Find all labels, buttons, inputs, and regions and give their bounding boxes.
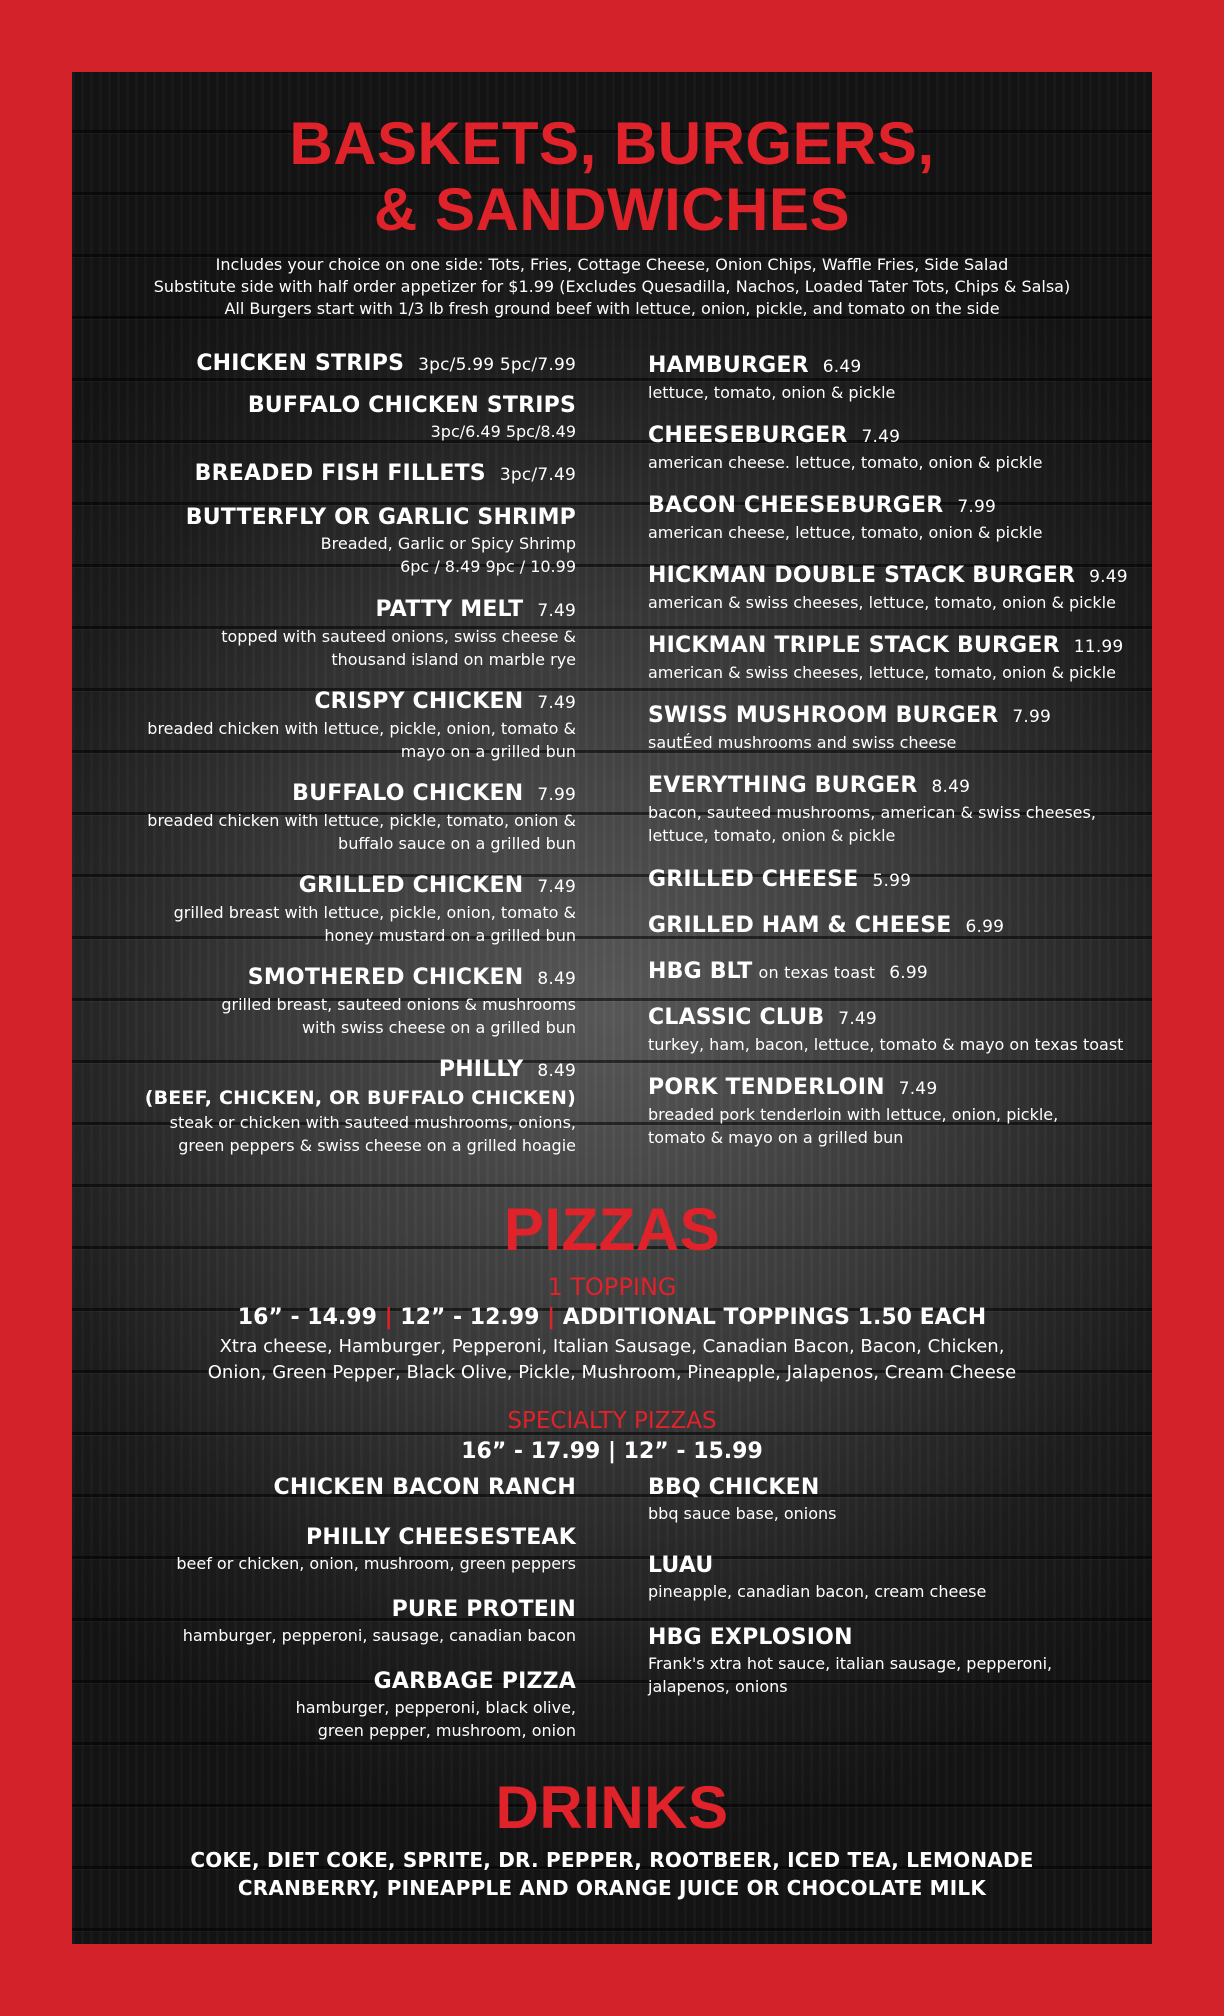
item-price: 8.49 bbox=[537, 1061, 576, 1081]
baskets-title-line2: & SANDWICHES bbox=[373, 176, 850, 243]
pizza-desc: hamburger, pepperoni, sausage, canadian bacon bbox=[182, 1626, 576, 1645]
baskets-intro-line2: Substitute side with half order appetizer for $1.99 (Excludes Quesadilla, Nachos, Loaded Tater Tots, Chips & Salsa) bbox=[153, 277, 1071, 296]
pizza-desc: jalapenos, onions bbox=[648, 1677, 788, 1696]
item-price: 11.99 bbox=[1073, 637, 1124, 657]
item-name: GRILLED CHICKEN bbox=[298, 873, 524, 898]
specialty-left-column bbox=[132, 1474, 576, 1754]
item-price: 6.99 bbox=[889, 963, 928, 983]
item-desc: tomato & mayo on a grilled bun bbox=[648, 1128, 904, 1147]
item-name: SWISS MUSHROOM BURGER bbox=[648, 703, 999, 728]
pizza-desc: beef or chicken, onion, mushroom, green peppers bbox=[176, 1554, 576, 1573]
item-price: 7.49 bbox=[537, 877, 576, 897]
item-name: GRILLED CHEESE bbox=[648, 867, 859, 892]
item-price: 7.49 bbox=[537, 693, 576, 713]
additional-toppings: ADDITIONAL TOPPINGS 1.50 EACH bbox=[562, 1305, 987, 1330]
item-desc: turkey, ham, bacon, lettuce, tomato & mayo on texas toast bbox=[648, 1035, 1124, 1054]
item-name: PATTY MELT bbox=[375, 597, 524, 622]
item-price: 7.49 bbox=[537, 601, 576, 621]
menu-item bbox=[648, 772, 1128, 847]
pizza-name: PHILLY CHEESESTEAK bbox=[306, 1525, 576, 1550]
item-price: 8.49 bbox=[537, 969, 576, 989]
item-desc: 3pc/6.49 5pc/8.49 bbox=[430, 422, 576, 441]
menu-item bbox=[132, 504, 576, 578]
item-name: CHICKEN STRIPS bbox=[196, 351, 405, 376]
item-desc: breaded chicken with lettuce, pickle, tomato, onion & bbox=[147, 811, 576, 830]
menu-item bbox=[648, 562, 1128, 614]
item-desc: buffalo sauce on a grilled bun bbox=[338, 834, 576, 853]
baskets-intro-line3: All Burgers start with 1/3 lb fresh ground beef with lettuce, onion, pickle, and tomato on the side bbox=[224, 299, 1000, 318]
item-name: BACON CHEESEBURGER bbox=[648, 493, 944, 518]
item-desc: breaded pork tenderloin with lettuce, onion, pickle, bbox=[648, 1105, 1059, 1124]
item-name: PORK TENDERLOIN bbox=[648, 1075, 885, 1100]
item-name: HICKMAN DOUBLE STACK BURGER bbox=[648, 563, 1076, 588]
item-name: SMOTHERED CHICKEN bbox=[247, 965, 524, 990]
item-name: BREADED FISH FILLETS bbox=[194, 461, 486, 486]
toppings-line1: Xtra cheese, Hamburger, Pepperoni, Italian Sausage, Canadian Bacon, Bacon, Chicken, bbox=[219, 1336, 1005, 1357]
item-price: 8.49 bbox=[931, 777, 971, 797]
pizza-item bbox=[132, 1524, 576, 1575]
item-desc: 6pc / 8.49 9pc / 10.99 bbox=[400, 557, 576, 576]
menu-item bbox=[132, 350, 576, 379]
pizza-desc: green pepper, mushroom, onion bbox=[317, 1721, 576, 1740]
item-desc: topped with sauteed onions, swiss cheese & bbox=[221, 627, 576, 646]
item-desc: with swiss cheese on a grilled bun bbox=[301, 1018, 576, 1037]
menu-item bbox=[132, 780, 576, 855]
pizza-item bbox=[648, 1552, 1128, 1603]
item-desc: sautÉed mushrooms and swiss cheese bbox=[648, 733, 957, 752]
menu-item bbox=[132, 460, 576, 489]
item-name: BUFFALO CHICKEN STRIPS bbox=[247, 393, 576, 418]
menu-item bbox=[648, 702, 1128, 754]
drinks-line1: COKE, DIET COKE, SPRITE, DR. PEPPER, ROOTBEER, ICED TEA, LEMONADE bbox=[190, 1848, 1034, 1872]
baskets-right-column bbox=[648, 352, 1128, 1152]
menu-item bbox=[132, 392, 576, 443]
pizza-price-12: 12” - 12.99 bbox=[400, 1305, 540, 1330]
item-desc: honey mustard on a grilled bun bbox=[324, 926, 576, 945]
menu-item bbox=[648, 492, 1128, 544]
item-desc: american cheese. lettuce, tomato, onion & pickle bbox=[648, 453, 1043, 472]
baskets-intro-line1: Includes your choice on one side: Tots, Fries, Cottage Cheese, Onion Chips, Waffle Fries, Side Salad bbox=[215, 255, 1009, 274]
item-subname: (BEEF, CHICKEN, OR BUFFALO CHICKEN) bbox=[144, 1087, 576, 1109]
pizza-desc: pineapple, canadian bacon, cream cheese bbox=[648, 1582, 987, 1601]
menu-item bbox=[648, 866, 1128, 895]
pizzas-title: PIZZAS bbox=[503, 1196, 721, 1263]
pizza-name: GARBAGE PIZZA bbox=[373, 1669, 576, 1694]
baskets-left-column bbox=[132, 350, 576, 1180]
pizza-price-16: 16” - 14.99 bbox=[237, 1305, 377, 1330]
item-desc: breaded chicken with lettuce, pickle, onion, tomato & bbox=[147, 719, 576, 738]
menu-item bbox=[648, 632, 1128, 684]
item-price: 7.99 bbox=[1012, 707, 1052, 727]
item-price: 7.99 bbox=[537, 785, 576, 805]
item-name: HBG BLT bbox=[648, 959, 753, 984]
item-name: CHEESEBURGER bbox=[648, 423, 848, 448]
item-price: 9.49 bbox=[1089, 567, 1128, 587]
item-desc: lettuce, tomato, onion & pickle bbox=[648, 826, 896, 845]
menu-item bbox=[648, 352, 1128, 404]
item-desc: grilled breast, sauteed onions & mushrooms bbox=[221, 995, 576, 1014]
item-name: GRILLED HAM & CHEESE bbox=[648, 913, 952, 938]
pizza-desc: hamburger, pepperoni, black olive, bbox=[295, 1698, 576, 1717]
specialty-pizzas-label: SPECIALTY PIZZAS bbox=[507, 1408, 717, 1434]
item-desc: lettuce, tomato, onion & pickle bbox=[648, 383, 896, 402]
one-topping-label: 1 TOPPING bbox=[547, 1273, 677, 1301]
specialty-prices: 16” - 17.99 | 12” - 15.99 bbox=[461, 1439, 763, 1464]
drinks-line2: CRANBERRY, PINEAPPLE AND ORANGE JUICE OR CHOCOLATE MILK bbox=[237, 1876, 987, 1900]
item-price: 5.99 bbox=[872, 871, 912, 891]
price-separator: | bbox=[384, 1305, 393, 1330]
pizza-prices bbox=[72, 1304, 1152, 1332]
item-desc: grilled breast with lettuce, pickle, onion, tomato & bbox=[173, 903, 576, 922]
item-desc: thousand island on marble rye bbox=[331, 650, 576, 669]
item-name: CRISPY CHICKEN bbox=[314, 689, 524, 714]
baskets-title-line1: BASKETS, BURGERS, bbox=[289, 110, 935, 177]
menu-item bbox=[648, 422, 1128, 474]
pizza-name: CHICKEN BACON RANCH bbox=[273, 1475, 576, 1500]
item-price: 6.99 bbox=[965, 917, 1005, 937]
menu-item bbox=[132, 596, 576, 671]
toppings-line2: Onion, Green Pepper, Black Olive, Pickle, Mushroom, Pineapple, Jalapenos, Cream Cheese bbox=[207, 1362, 1017, 1383]
item-desc: bacon, sauteed mushrooms, american & swiss cheeses, bbox=[648, 803, 1096, 822]
item-desc: american & swiss cheeses, lettuce, tomato, onion & pickle bbox=[648, 663, 1116, 682]
item-price: 7.49 bbox=[838, 1009, 877, 1029]
drinks-title: DRINKS bbox=[495, 1774, 729, 1841]
item-price: 7.99 bbox=[957, 497, 997, 517]
item-desc: american & swiss cheeses, lettuce, tomato, onion & pickle bbox=[648, 593, 1116, 612]
specialty-right-column bbox=[648, 1474, 1128, 1734]
pizza-desc: Frank's xtra hot sauce, italian sausage, pepperoni, bbox=[648, 1654, 1053, 1673]
item-name: HICKMAN TRIPLE STACK BURGER bbox=[648, 633, 1060, 658]
menu-board bbox=[72, 72, 1152, 1944]
pizza-item bbox=[132, 1596, 576, 1647]
item-price: 6.49 bbox=[822, 357, 862, 377]
menu-item bbox=[132, 872, 576, 947]
menu-item bbox=[648, 912, 1128, 941]
pizza-name: LUAU bbox=[648, 1553, 714, 1578]
item-name: BUFFALO CHICKEN bbox=[292, 781, 524, 806]
item-desc: mayo on a grilled bun bbox=[400, 742, 576, 761]
pizza-item bbox=[132, 1474, 576, 1502]
item-desc: green peppers & swiss cheese on a grilled hoagie bbox=[178, 1136, 576, 1155]
menu-item bbox=[132, 964, 576, 1039]
item-price: 7.49 bbox=[861, 427, 901, 447]
item-price: 3pc/7.49 bbox=[499, 465, 576, 485]
item-name: PHILLY bbox=[438, 1057, 524, 1082]
pizza-desc: bbq sauce base, onions bbox=[648, 1504, 837, 1523]
pizza-item bbox=[132, 1668, 576, 1742]
menu-item bbox=[648, 1074, 1128, 1149]
item-price: 7.49 bbox=[898, 1079, 938, 1099]
item-name: HAMBURGER bbox=[648, 353, 809, 378]
pizza-name: BBQ CHICKEN bbox=[648, 1475, 820, 1500]
menu-item bbox=[132, 688, 576, 763]
menu-item bbox=[648, 958, 1128, 987]
item-desc: american cheese, lettuce, tomato, onion & pickle bbox=[648, 523, 1043, 542]
pizza-name: HBG EXPLOSION bbox=[648, 1625, 853, 1650]
item-price: 3pc/5.99 5pc/7.99 bbox=[418, 355, 576, 375]
pizza-name: PURE PROTEIN bbox=[391, 1597, 576, 1622]
pizza-item bbox=[648, 1624, 1128, 1698]
item-name: CLASSIC CLUB bbox=[648, 1005, 825, 1030]
item-desc: Breaded, Garlic or Spicy Shrimp bbox=[320, 534, 576, 553]
item-desc: steak or chicken with sauteed mushrooms, onions, bbox=[169, 1113, 576, 1132]
menu-item bbox=[132, 1056, 576, 1157]
item-name: EVERYTHING BURGER bbox=[648, 773, 918, 798]
item-name: BUTTERFLY OR GARLIC SHRIMP bbox=[185, 505, 576, 530]
item-inline-desc: on texas toast bbox=[758, 963, 876, 982]
price-separator: | bbox=[547, 1305, 556, 1330]
menu-item bbox=[648, 1004, 1128, 1056]
pizza-item bbox=[648, 1474, 1128, 1525]
